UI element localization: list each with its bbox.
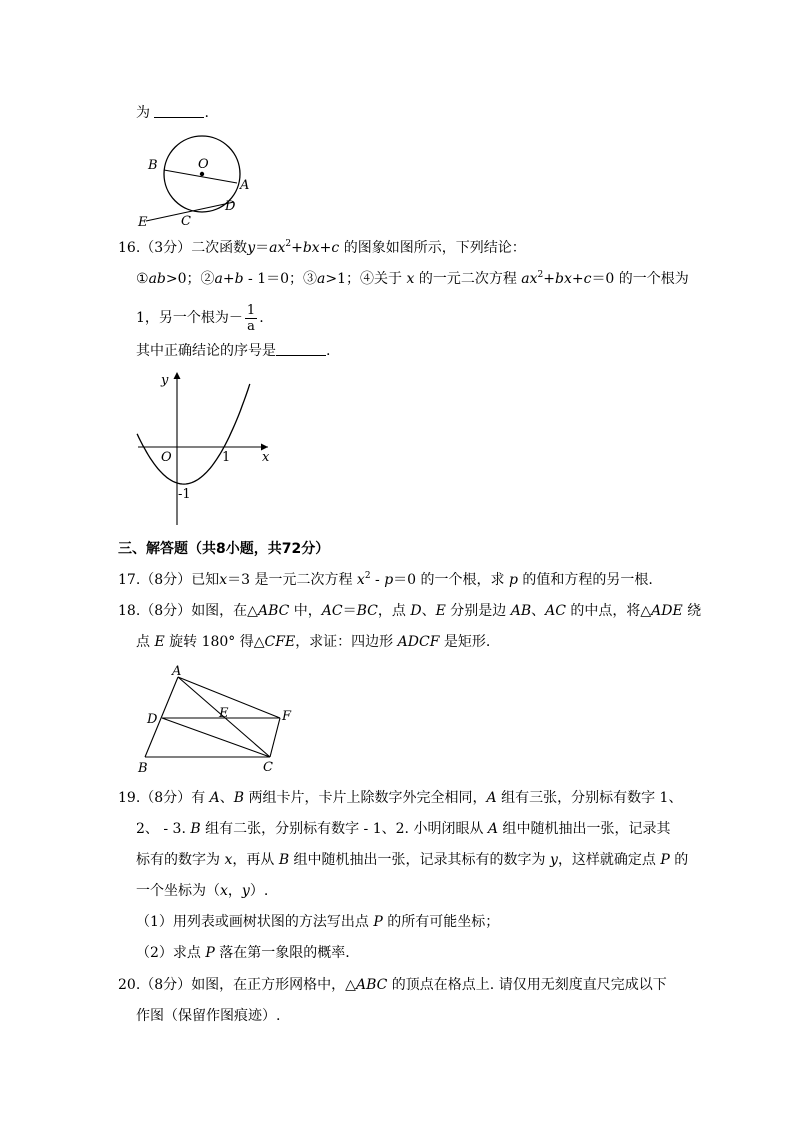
q16-text2: 的图象如图所示，下列结论： <box>339 240 526 256</box>
q19-l4-x: x <box>220 883 228 899</box>
q19-l2-A: A <box>487 821 499 837</box>
q17-number: 17. <box>118 572 141 588</box>
q15-label-A: A <box>240 178 250 193</box>
q18-t9: 绕 <box>682 603 702 619</box>
q19-l3-B: B <box>278 852 290 868</box>
q18-l2-ADCF: ADCF <box>397 634 440 650</box>
q16-frac-num: 1 <box>246 302 256 318</box>
q16-score: （3分） <box>140 240 192 256</box>
q16-label-y: y <box>161 373 169 388</box>
q16-c1-rest: >0； <box>165 271 201 287</box>
q20-l1-t2: 的顶点在格点上. 请仅用无刻度直尺完成以下 <box>387 977 667 993</box>
q18-edge-DC <box>162 718 270 757</box>
q18-t5: 、 <box>421 603 436 619</box>
q18-number: 18. <box>118 603 141 619</box>
q20-l1-t1: 如图，在正方形网格中，△ <box>191 977 356 993</box>
q18-line1 <box>118 601 701 621</box>
q20-line2 <box>136 1006 280 1026</box>
q17-t3: 的值和方程的另一根. <box>517 572 653 588</box>
q16-ask-line <box>136 341 330 361</box>
q16-period: . <box>259 310 264 326</box>
q19-line1 <box>118 788 682 808</box>
q18-label-C: C <box>263 760 273 775</box>
q16-line2 <box>136 269 689 289</box>
q17-mid: - <box>370 572 385 588</box>
q18-BC: BC <box>356 603 378 619</box>
q17-p: p <box>384 572 394 588</box>
q18-rectangle-figure <box>130 662 305 777</box>
q18-t4: ，点 <box>377 603 411 619</box>
q15-label-E: E <box>138 215 148 230</box>
q19-s2-P: P <box>205 945 215 961</box>
q16-c4-mark: ④ <box>360 271 375 287</box>
q18-ABC: ABC <box>257 603 290 619</box>
q20-score: （8分） <box>140 977 192 993</box>
q16-label-origin: O <box>161 450 172 465</box>
q16-c2-expr: a+b <box>214 271 244 287</box>
q16-fn-y: y <box>247 240 256 256</box>
q19-l1-t1: 有 <box>191 790 210 806</box>
q19-l4-t2: ， <box>227 883 242 899</box>
q16-c3-rest: >1； <box>325 271 361 287</box>
q16-line3-text: 1，另一个根为 <box>136 310 229 326</box>
q16-fn-a: ax <box>269 240 286 256</box>
q15-label-O: O <box>198 157 209 172</box>
q18-label-D: D <box>147 712 158 727</box>
q19-l2-t1: 2、 - 3. <box>136 821 191 837</box>
q19-s1-P: P <box>373 914 383 930</box>
q15-tail-end: . <box>204 105 209 121</box>
q19-l1-t2: 、 <box>219 790 234 806</box>
q16-line3 <box>136 300 264 336</box>
q18-l2-t4: 是矩形. <box>439 634 491 650</box>
q19-l4-t3: ）. <box>249 883 269 899</box>
q17-line <box>118 570 653 590</box>
q18-AB: AB <box>510 603 532 619</box>
q19-sub2 <box>136 943 350 963</box>
q19-l3-t5: 的 <box>669 852 689 868</box>
q19-line3 <box>136 850 688 870</box>
q19-score: （8分） <box>140 790 192 806</box>
q20-line1 <box>118 975 667 995</box>
q18-l2-t3: ，求证：四边形 <box>295 634 398 650</box>
q19-l3-t4: ，这样就确定点 <box>557 852 661 868</box>
q16-c1-mark: ① <box>136 271 149 287</box>
q18-label-E: E <box>219 706 229 721</box>
q18-label-B: B <box>138 761 148 776</box>
q15-center-point <box>200 172 204 176</box>
q16-fraction <box>245 303 257 334</box>
q16-ask: 其中正确结论的序号是 <box>136 343 276 359</box>
q16-label-tick-neg1: -1 <box>178 487 191 502</box>
q17-t1: 已知 <box>191 572 220 588</box>
q19-line4 <box>136 881 268 901</box>
q16-fn-rest: +bx+c <box>291 240 340 256</box>
q18-t2: 中， <box>289 603 322 619</box>
q20-l1-ABC: ABC <box>355 977 388 993</box>
q18-label-A: A <box>172 664 182 679</box>
q17-p2: p <box>508 572 518 588</box>
q16-text1: 二次函数 <box>191 240 248 256</box>
q19-line2 <box>136 819 670 839</box>
q18-edge-FC <box>270 718 280 757</box>
q18-t1: 如图，在△ <box>191 603 258 619</box>
q16-fn-eq: ＝ <box>255 240 270 256</box>
q17-exp: 2 <box>364 571 371 581</box>
q16-c4-exp: 2 <box>537 270 544 280</box>
q16-c4-eq1: ax <box>521 271 538 287</box>
q16-c3-mark: ③ <box>303 271 318 287</box>
q19-l3-t3: 组中随机抽出一张，记录其标有的数字为 <box>289 852 551 868</box>
q18-t8: 的中点，将△ <box>565 603 652 619</box>
q19-l1-A2: A <box>486 790 497 806</box>
q17-score: （8分） <box>140 572 192 588</box>
section3-title: 三、解答题（共8小题，共72分） <box>118 541 330 557</box>
q16-c2-rest: - 1＝0； <box>243 271 304 287</box>
q16-c4-text3: ＝0 的一个根为 <box>591 271 689 287</box>
q16-c1-expr: ab <box>148 271 166 287</box>
q19-l4-t1: 一个坐标为（ <box>136 883 220 899</box>
q16-label-tick-1: 1 <box>222 450 231 465</box>
q18-t3: ＝ <box>342 603 357 619</box>
q16-parabola-graph <box>130 365 280 535</box>
q19-l3-t2: ，再从 <box>232 852 279 868</box>
q19-s1-t2: 的所有可能坐标； <box>382 914 500 930</box>
q16-c3-expr: a <box>317 271 326 287</box>
q18-D: D <box>410 603 422 619</box>
q18-l2-E: E <box>154 634 165 650</box>
q18-l2-CFE: CFE <box>264 634 296 650</box>
q19-s2-t1: （2）求点 <box>136 945 206 961</box>
q19-l2-B: B <box>190 821 201 837</box>
q18-ADE: ADE <box>651 603 683 619</box>
q19-l1-t3: 两组卡片，卡片上除数字外完全相同， <box>244 790 487 806</box>
q18-AC: AC <box>321 603 343 619</box>
q19-l1-t4: 组有三张，分别标有数字 1、 <box>496 790 683 806</box>
q20-l2: 作图（保留作图痕迹）. <box>136 1008 281 1024</box>
q18-t6: 分别是边 <box>445 603 511 619</box>
q16-number: 16. <box>118 240 141 256</box>
q16-c4-eq2: +bx+c <box>543 271 592 287</box>
q19-l4-y: y <box>241 883 250 899</box>
q19-l3-x: x <box>224 852 233 868</box>
q15-circle-figure <box>130 130 255 230</box>
q19-l3-t1: 标有的数字为 <box>136 852 225 868</box>
q16-parabola-curve <box>137 384 250 484</box>
q19-l2-t3: 组中随机抽出一张，记录其 <box>498 821 671 837</box>
q19-l1-B: B <box>233 790 245 806</box>
q16-minus: － <box>228 310 243 326</box>
q20-number: 20. <box>118 977 141 993</box>
q19-s1-t1: （1）用列表或画树状图的方法写出点 <box>136 914 374 930</box>
q18-AC2: AC <box>545 603 566 619</box>
q17-x: x <box>219 572 228 588</box>
q18-label-F: F <box>282 709 292 724</box>
q18-line2 <box>136 632 490 652</box>
q16-c2-mark: ② <box>200 271 215 287</box>
q16-c4-text1: 关于 <box>374 271 407 287</box>
q18-t7: 、 <box>531 603 546 619</box>
q16-c4-text2: 的一元二次方程 <box>414 271 522 287</box>
q15-answer-blank[interactable] <box>154 104 204 118</box>
q19-s2-t2: 落在第一象限的概率. <box>214 945 350 961</box>
q17-x2: x <box>356 572 365 588</box>
q18-l2-t2: 旋转 180° 得△ <box>164 634 265 650</box>
q16-answer-blank[interactable] <box>276 342 326 356</box>
q18-score: （8分） <box>140 603 192 619</box>
q16-y-axis-arrow <box>174 372 181 379</box>
q15-label-D: D <box>225 199 236 214</box>
q19-l2-t2: 组有二张，分别标有数字 - 1、2. 小明闭眼从 <box>200 821 488 837</box>
q17-eq: ＝3 是一元二次方程 <box>227 572 357 588</box>
q18-edge-AF <box>178 677 280 718</box>
q15-label-B: B <box>148 158 158 173</box>
q19-sub1 <box>136 912 499 932</box>
q16-fn-exp: 2 <box>285 239 292 249</box>
q15-tail-line <box>136 103 209 123</box>
q15-tail-text: 为 <box>136 105 155 121</box>
q19-l3-P: P <box>660 852 670 868</box>
q19-number: 19. <box>118 790 141 806</box>
q18-l2-t1: 点 <box>136 634 155 650</box>
q15-label-C: C <box>181 214 191 229</box>
q16-frac-den: a <box>247 318 255 334</box>
q19-l3-y: y <box>550 852 558 868</box>
q16-ask-end: . <box>326 343 331 359</box>
q16-line1 <box>118 238 526 258</box>
q19-l1-A: A <box>209 790 220 806</box>
q16-c4-x: x <box>406 271 415 287</box>
q16-label-x: x <box>262 450 270 465</box>
q18-E: E <box>435 603 446 619</box>
q17-t2: ＝0 的一个根，求 <box>393 572 509 588</box>
